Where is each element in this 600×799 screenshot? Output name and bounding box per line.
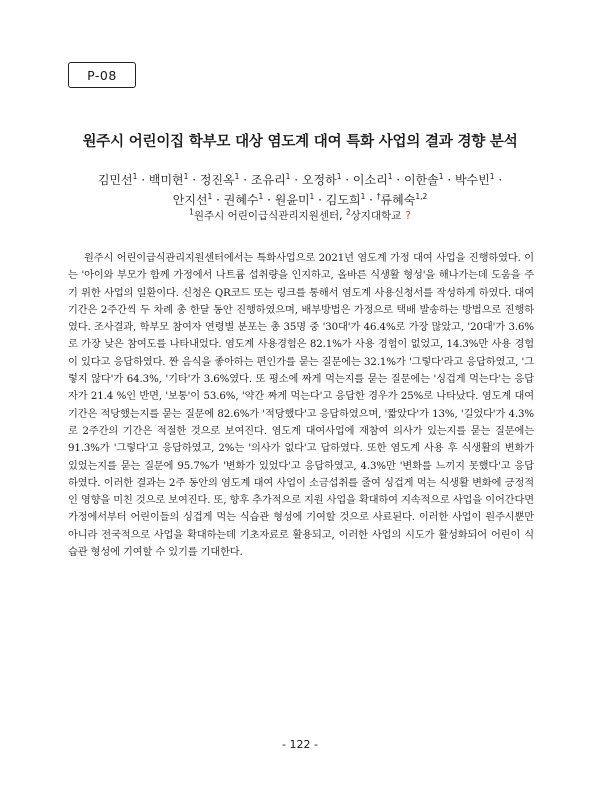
author-separator: · [263,193,275,207]
author-affiliation-sup: 1 [234,172,240,181]
author-separator: · [212,193,224,207]
author-affiliation-sup: 1 [438,172,444,181]
author-affiliation-sup: 1,2 [415,192,428,201]
author-name: 안지선 [172,193,208,207]
author-name: 원윤미 [274,193,310,207]
author-separator: · [365,193,377,207]
author-separator: · [239,173,251,187]
abstract-body: 원주시 어린이급식관리지원센터에서는 특화사업으로 2021년 염도계 가정 대여 사업을 진행하였다. 이는 '아이와 부모가 함께 가정에서 나트륨 섭취량을 인지하고, 올바른 식생활 형성'을 해나가는데 도움을 주기 위한 사업의 일환이다. 신청은 QR코드 또는 링크를 통해서 염도계 사용신청서를 작성하게 하였다. 대여기간은 2주간씩 두 차례 총 한달 동안 진행하였으며, 배부방법은 가정으로 택배 발송하는 방법으로 진행하였다. 조사결과, 학부모 참여자 연령별 분포는 총 35명 중 '30대'가 46.4%로 가장 많았고, '20대'가 3.6%로 가장 낮은 참여도를 나타내었다. 염도계 사용경험은 82.1%가 사용 경험이 없었고, 14.3%만 사용 경험이 있다고 응답하였다. 짠 음식을 좋아하는 편인가를 묻는 질문에는 32.1%가 '그렇다'라고 응답하였고, '그렇지 않다'가 64.3%, '기타'가 3.6%였다. 또 평소에 짜게 먹는지를 묻는 질문에는 '싱겁게 먹는다'는 응답자가 21.4 %인 반면, '보통'이 53.6%, '약간 짜게 먹는다'고 응답한 경우가 25%로 나타났다. 염도계 대여기간은 적당했는지를 묻는 질문에 82.6%가 '적당했다'고 응답하였으며, '짧았다'가 13%, '길었다'가 4.3%로 2주간의 기간은 적절한 것으로 보여진다. 염도계 대여사업에 재참여 의사가 있는지를 묻는 질문에는 91.3%가 '그렇다'고 응답하였고, 2%는 '의사가 없다'고 답하였다. 또한 염도계 사용 후 식생활의 변화가 있었는지를 묻는 질문에 95.7%가 '변화가 있었다'고 응답하였고, 4.3%만 '변화를 느끼지 못했다'고 응답하였다. 이러한 결과는 2주 동안의 염도계 대여 사업이 소금섭취를 줄여 싱겁게 먹는 식생활 변화에 긍정적인 영향을 미친 것으로 보여진다. 또, 향후 추가적으로 지원 사업을 확대하여 지속적으로 사업을 이어간다면 가정에서부터 어린이들의 싱겁게 먹는 식습관 형성에 기여할 것으로 사료된다. 이러한 사업이 원주시뿐만 아니라 전국적으로 사업을 확대하는데 기초자료로 활용되고, 이러한 사업의 시도가 활성화되어 어린이 식습관 형성에 기여할 수 있기를 기대한다. [68,253,534,559]
author-separator: · [290,173,302,187]
author-affiliation-sup: 1 [132,172,138,181]
author-name: 김민선 [97,173,133,187]
author [302,173,342,187]
author-name: 오정하 [301,173,337,187]
affiliation-mark: ? [405,210,411,222]
affiliation-2-sup: 2 [345,207,351,217]
author [275,193,315,207]
poster-code-box [68,62,136,88]
author-name: 정진옥 [199,173,235,187]
author-separator: · [443,173,455,187]
author [404,173,444,187]
author-list [60,170,540,210]
author-affiliation-sup: 1 [387,172,393,181]
author-affiliation-sup: 1 [489,172,495,181]
author-separator: · [341,173,353,187]
author [173,193,213,207]
affiliation-1: 원주시 어린이급식관리지원센터, [193,210,346,222]
affiliation-2: 상지대학교 [350,210,402,222]
author-name: 박수빈 [454,173,490,187]
author-affiliation-sup: 1 [360,192,366,201]
author-name: 조유리 [250,173,286,187]
affiliations [40,208,560,223]
author [200,173,240,187]
author-name: 김도희 [325,193,361,207]
author-name: 이한솔 [403,173,439,187]
author-affiliation-sup: 1 [336,172,342,181]
author-separator: · [314,193,326,207]
author-separator: · [137,173,149,187]
author-affiliation-sup: 1 [183,172,189,181]
author [98,173,138,187]
author-affiliation-sup: 1 [207,192,213,201]
author [377,193,427,207]
author [353,173,393,187]
author [251,173,291,187]
author-separator: · [188,173,200,187]
author-name: 류혜숙 [380,193,416,207]
poster-code: P-08 [87,67,117,83]
author-name: 이소리 [352,173,388,187]
author-name: 백미현 [148,173,184,187]
paper-title: 원주시 어린이집 학부모 대상 염도계 대여 특화 사업의 결과 경향 분석 [82,134,518,150]
author-affiliation-sup: 1 [258,192,264,201]
page-number: - 122 - [282,738,318,751]
author-separator: · [392,173,404,187]
author [455,173,495,187]
author-name: 권혜수 [223,193,259,207]
corresponding-mark: † [376,192,381,201]
author-line-1 [60,170,540,190]
author-affiliation-sup: 1 [285,172,291,181]
author-line-2 [60,190,540,210]
author-affiliation-sup: 1 [309,192,315,201]
author [149,173,189,187]
author-separator: · [494,173,503,187]
affiliation-1-sup: 1 [189,207,194,217]
author [224,193,264,207]
author [326,193,366,207]
